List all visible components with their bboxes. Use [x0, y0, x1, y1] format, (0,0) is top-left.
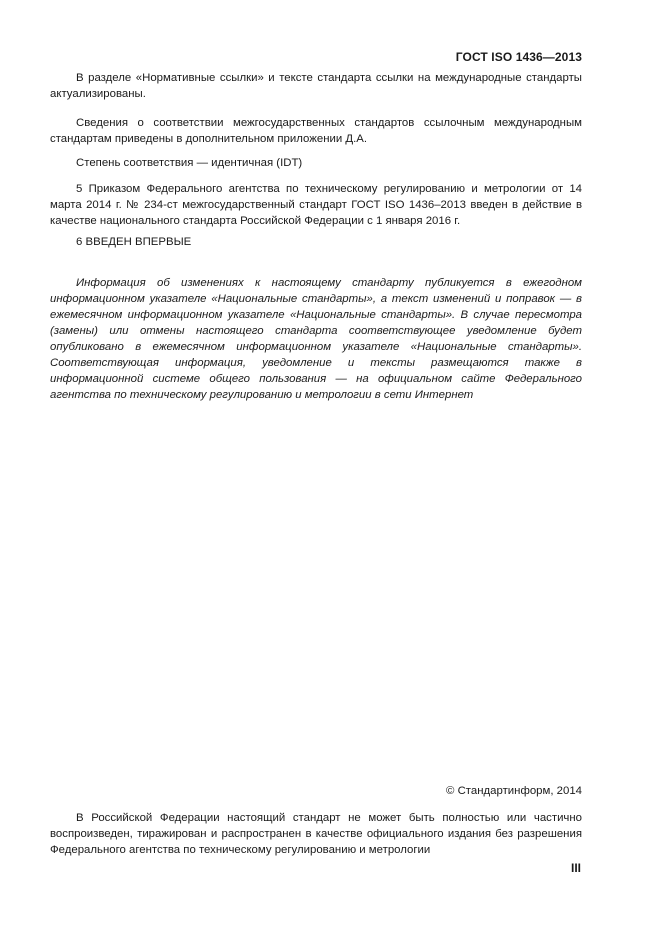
paragraph-item-6: 6 ВВЕДЕН ВПЕРВЫЕ [76, 236, 192, 248]
reproduction-notice: В Российской Федерации настоящий стандарт не может быть полностью или частично воспроизведен, тиражирован и распространен в качестве официального издания без разрешения Федерального агентства по техническому регулированию и метрологии [50, 812, 582, 856]
document-code-header: ГОСТ ISO 1436—2013 [455, 50, 582, 64]
copyright-notice: © Стандартинформ, 2014 [446, 785, 582, 797]
paragraph-normative-references: В разделе «Нормативные ссылки» и тексте стандарта ссылки на международные стандарты актуализированы. [50, 72, 582, 100]
paragraph-degree-of-conformity: Степень соответствия — идентичная (IDT) [76, 157, 303, 169]
paragraph-order-item-5: 5 Приказом Федерального агентства по техническому регулированию и метрологии от 14 марта 2014 г. № 234-ст межгосударственный стандарт ГОСТ ISO 1436–2013 введен в действие в качестве национального стандарта Российской Федерации с 1 января 2016 г. [50, 183, 582, 227]
page-number: III [570, 861, 581, 875]
paragraph-changes-information: Информация об изменениях к настоящему стандарту публикуется в ежегодном информационном указателе «Национальные стандарты», а текст изменений и поправок — в ежемесячном информационном указателе «Национальные стандарты». В случае пересмотра (замены) или отмены настоящего стандарта соответствующее уведомление будет опубликовано в ежемесячном информационном указателе «Национальные стандарты». Соответствующая информация, уведомление и тексты размещаются также в информационной системе общего пользования — на официальном сайте Федерального агентства по техническому регулированию и метрологии в сети Интернет [50, 277, 582, 401]
paragraph-conformity-info: Сведения о соответствии межгосударственных стандартов ссылочным международным стандартам приведены в дополнительном приложении Д.А. [50, 117, 582, 145]
